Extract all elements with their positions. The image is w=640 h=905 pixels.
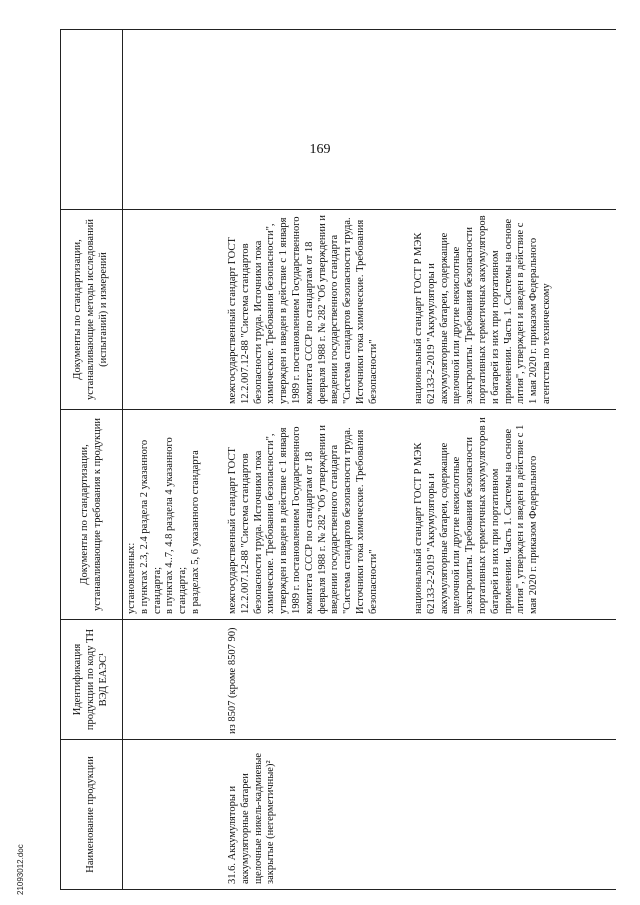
- header-methods-docs: Документы по стандартизации, устанавливающие методы исследований (испытаний) и измерений: [61, 210, 123, 410]
- continuation-line: в разделах 5, 6 указанного стандарта: [189, 450, 201, 614]
- continuation-line: в пунктах 4..7, 4.8 раздела 4 указанного стандарта;: [164, 437, 189, 614]
- table-row-continuation: [123, 30, 225, 890]
- header-tnved-code: Идентификация продукции по коду ТН ВЭД ЕАЭС¹: [61, 620, 123, 740]
- header-requirements-docs: Документы по стандартизации, устанавливающие требования к продукции: [61, 410, 123, 620]
- header-product-name: Наименование продукции: [61, 740, 123, 890]
- footer-filename: 21093012.doc: [16, 844, 25, 895]
- item-number: 31.6.: [227, 863, 238, 884]
- table-row-national-standard: [410, 30, 616, 890]
- standards-table: [60, 29, 616, 890]
- requirement-national-standard: национальный стандарт ГОСТ Р МЭК 62133-2-2019 "Аккумуляторы и аккумуляторные батареи, содержащие щелочной или другие некислотные электролиты. Требования безопасности портативных герметичных аккумуляторов и батарей из них при портативном применении. Часть 1. Системы на основе лития", утвержден и введен в действие с 1 мая 2020 г. приказом Федерального: [410, 410, 616, 620]
- continuation-line: в пунктах 2.3, 2.4 раздела 2 указанного стандарта;: [138, 439, 163, 614]
- product-name-cell: [224, 740, 410, 890]
- requirement-interstate-standard: межгосударственный стандарт ГОСТ 12.2.007.12-88 "Система стандартов безопасности труда. Источники тока химические. Требования безопасности", утвержден и введен в действие с 1 января 1989 г. постановлением Государственного комитета СССР по стандартам от 18 февраля 1988 г. № 282 "Об утверждении и введении государственного стандарта "Система стандартов безопасности труда. Источники тока химические. Требования безопасности": [224, 410, 410, 620]
- table-row-item-31-6: [224, 30, 410, 890]
- page-number: 169: [309, 142, 331, 157]
- continuation-cell: [123, 410, 225, 620]
- tnved-code-cell: из 8507 (кроме 8507 90): [224, 620, 410, 740]
- rotated-table-container: [60, 30, 600, 890]
- table-header-row: [61, 30, 123, 890]
- header-empty: [61, 30, 123, 210]
- method-interstate-standard: межгосударственный стандарт ГОСТ 12.2.007.12-88 "Система стандартов безопасности труда. Источники тока химические. Требования безопасности", утвержден и введен в действие с 1 января 1989 г. постановлением Государственного комитета СССР по стандартам от 18 февраля 1988 г. № 282 "Об утверждении и введении государственного стандарта "Система стандартов безопасности труда. Источники тока химические. Требования безопасности": [224, 210, 410, 410]
- method-national-standard: национальный стандарт ГОСТ Р МЭК 62133-2-2019 "Аккумуляторы и аккумуляторные батареи, содержащие щелочной или другие некислотные электролиты. Требования безопасности портативных герметичных аккумуляторов и батарей из них при портативном применении. Часть 1. Системы на основе лития", утвержден и введен в действие с 1 мая 2020 г. приказом Федерального агентства по техническому: [410, 210, 616, 410]
- item-name: Аккумуляторы и аккумуляторные батареи щелочные никель-кадмиевые закрытые (негерметичные)²: [227, 752, 277, 884]
- continuation-line: установленных:: [126, 542, 137, 614]
